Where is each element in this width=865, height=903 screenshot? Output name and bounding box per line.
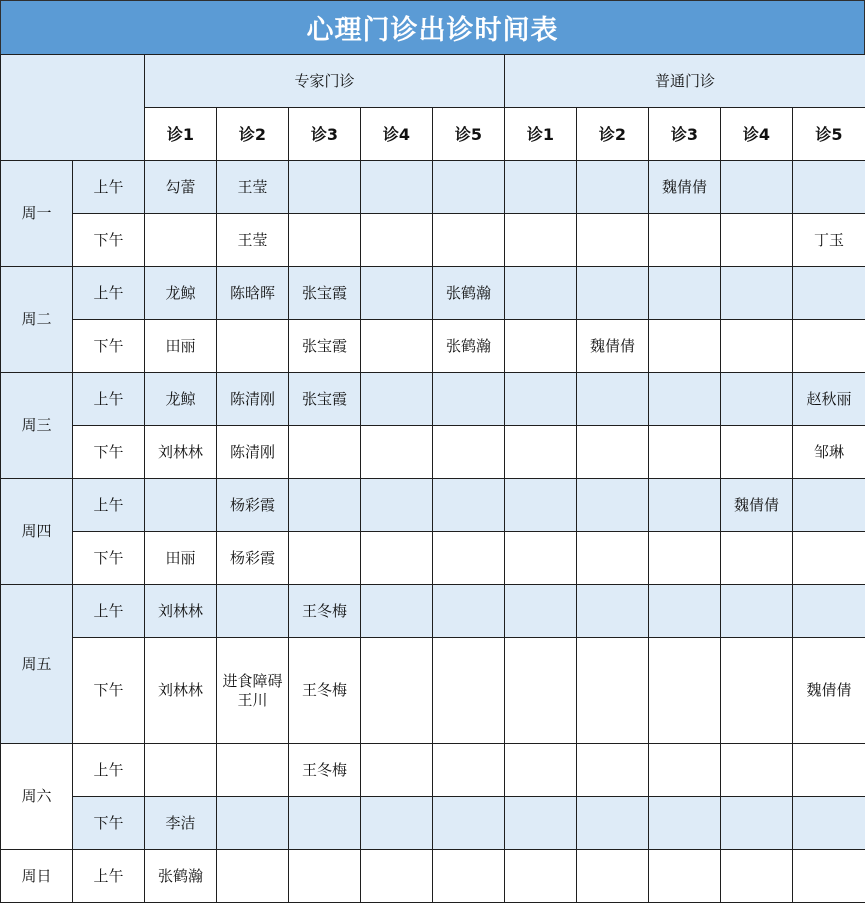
header-corner bbox=[1, 55, 145, 161]
doctor-cell: 王冬梅 bbox=[289, 638, 361, 744]
doctor-cell bbox=[649, 320, 721, 373]
clinic-header: 诊3 bbox=[289, 108, 361, 161]
doctor-cell: 张鹤瀚 bbox=[433, 267, 505, 320]
schedule-row bbox=[1, 585, 865, 638]
schedule-row bbox=[1, 850, 865, 903]
doctor-cell bbox=[577, 744, 649, 797]
doctor-cell bbox=[217, 797, 289, 850]
period-label: 上午 bbox=[73, 161, 145, 214]
schedule-table bbox=[0, 54, 865, 903]
doctor-cell bbox=[145, 744, 217, 797]
schedule-row bbox=[1, 373, 865, 426]
doctor-cell bbox=[433, 850, 505, 903]
doctor-cell bbox=[433, 373, 505, 426]
doctor-cell bbox=[289, 426, 361, 479]
doctor-cell bbox=[721, 161, 793, 214]
doctor-cell bbox=[361, 638, 433, 744]
schedule-row bbox=[1, 532, 865, 585]
doctor-cell bbox=[433, 585, 505, 638]
day-label: 周日 bbox=[1, 850, 73, 903]
doctor-cell: 赵秋丽 bbox=[793, 373, 865, 426]
doctor-cell bbox=[433, 426, 505, 479]
day-label: 周二 bbox=[1, 267, 73, 373]
doctor-cell bbox=[649, 850, 721, 903]
period-label: 下午 bbox=[73, 532, 145, 585]
doctor-cell bbox=[433, 638, 505, 744]
doctor-cell-line: 王川 bbox=[217, 691, 288, 710]
doctor-cell bbox=[577, 426, 649, 479]
schedule-row bbox=[1, 161, 865, 214]
doctor-cell: 李洁 bbox=[145, 797, 217, 850]
day-label: 周五 bbox=[1, 585, 73, 744]
doctor-cell bbox=[721, 532, 793, 585]
doctor-cell bbox=[433, 797, 505, 850]
clinic-header: 诊4 bbox=[361, 108, 433, 161]
doctor-cell bbox=[289, 214, 361, 267]
doctor-cell bbox=[577, 585, 649, 638]
doctor-cell bbox=[793, 532, 865, 585]
doctor-cell bbox=[649, 479, 721, 532]
period-label: 上午 bbox=[73, 850, 145, 903]
doctor-cell bbox=[577, 267, 649, 320]
doctor-cell bbox=[289, 797, 361, 850]
schedule-row bbox=[1, 320, 865, 373]
doctor-cell bbox=[577, 797, 649, 850]
doctor-cell bbox=[505, 373, 577, 426]
schedule-row bbox=[1, 214, 865, 267]
period-label: 下午 bbox=[73, 797, 145, 850]
doctor-cell bbox=[361, 797, 433, 850]
doctor-cell: 陈清刚 bbox=[217, 426, 289, 479]
doctor-cell bbox=[721, 585, 793, 638]
doctor-cell bbox=[577, 532, 649, 585]
doctor-cell: 邹琳 bbox=[793, 426, 865, 479]
doctor-cell bbox=[361, 320, 433, 373]
doctor-cell bbox=[361, 214, 433, 267]
doctor-cell bbox=[721, 214, 793, 267]
doctor-cell bbox=[361, 479, 433, 532]
doctor-cell bbox=[721, 267, 793, 320]
day-label: 周一 bbox=[1, 161, 73, 267]
clinic-header: 诊2 bbox=[577, 108, 649, 161]
doctor-cell bbox=[505, 267, 577, 320]
doctor-cell: 刘林林 bbox=[145, 638, 217, 744]
doctor-cell bbox=[361, 585, 433, 638]
doctor-cell: 张鹤瀚 bbox=[145, 850, 217, 903]
doctor-cell: 龙鲸 bbox=[145, 267, 217, 320]
doctor-cell bbox=[793, 850, 865, 903]
doctor-cell: 陈晗晖 bbox=[217, 267, 289, 320]
doctor-cell bbox=[793, 479, 865, 532]
header-group-row bbox=[1, 55, 865, 108]
period-label: 下午 bbox=[73, 638, 145, 744]
schedule-row bbox=[1, 426, 865, 479]
doctor-cell bbox=[721, 320, 793, 373]
doctor-cell bbox=[649, 797, 721, 850]
clinic-header: 诊4 bbox=[721, 108, 793, 161]
doctor-cell bbox=[649, 214, 721, 267]
period-label: 上午 bbox=[73, 267, 145, 320]
doctor-cell bbox=[649, 585, 721, 638]
doctor-cell: 王冬梅 bbox=[289, 585, 361, 638]
clinic-header: 诊3 bbox=[649, 108, 721, 161]
doctor-cell bbox=[649, 267, 721, 320]
day-label: 周三 bbox=[1, 373, 73, 479]
doctor-cell bbox=[217, 638, 289, 744]
doctor-cell bbox=[505, 850, 577, 903]
schedule-row bbox=[1, 744, 865, 797]
doctor-cell: 杨彩霞 bbox=[217, 532, 289, 585]
doctor-cell bbox=[721, 638, 793, 744]
doctor-cell bbox=[361, 267, 433, 320]
clinic-header: 诊5 bbox=[793, 108, 865, 161]
schedule-row bbox=[1, 638, 865, 744]
doctor-cell-line: 进食障碍 bbox=[217, 672, 288, 691]
doctor-cell bbox=[793, 320, 865, 373]
doctor-cell bbox=[361, 850, 433, 903]
doctor-cell: 丁玉 bbox=[793, 214, 865, 267]
doctor-cell bbox=[577, 479, 649, 532]
period-label: 下午 bbox=[73, 320, 145, 373]
doctor-cell bbox=[649, 373, 721, 426]
doctor-cell bbox=[217, 320, 289, 373]
doctor-cell bbox=[793, 267, 865, 320]
doctor-cell bbox=[289, 161, 361, 214]
doctor-cell bbox=[145, 479, 217, 532]
doctor-cell: 王莹 bbox=[217, 161, 289, 214]
doctor-cell: 田丽 bbox=[145, 320, 217, 373]
period-label: 上午 bbox=[73, 744, 145, 797]
doctor-cell: 王冬梅 bbox=[289, 744, 361, 797]
doctor-cell bbox=[217, 744, 289, 797]
doctor-cell bbox=[145, 214, 217, 267]
schedule-row bbox=[1, 797, 865, 850]
period-label: 上午 bbox=[73, 373, 145, 426]
doctor-cell: 王莹 bbox=[217, 214, 289, 267]
doctor-cell: 刘林林 bbox=[145, 426, 217, 479]
doctor-cell bbox=[505, 479, 577, 532]
period-label: 上午 bbox=[73, 585, 145, 638]
doctor-cell: 张宝霞 bbox=[289, 373, 361, 426]
doctor-cell bbox=[577, 638, 649, 744]
doctor-cell: 刘林林 bbox=[145, 585, 217, 638]
doctor-cell bbox=[721, 797, 793, 850]
period-label: 下午 bbox=[73, 214, 145, 267]
page-title: 心理门诊出诊时间表 bbox=[0, 0, 865, 54]
doctor-cell bbox=[577, 850, 649, 903]
doctor-cell bbox=[217, 850, 289, 903]
doctor-cell bbox=[649, 532, 721, 585]
doctor-cell bbox=[793, 744, 865, 797]
doctor-cell bbox=[649, 638, 721, 744]
doctor-cell bbox=[289, 850, 361, 903]
doctor-cell bbox=[505, 320, 577, 373]
doctor-cell bbox=[649, 426, 721, 479]
doctor-cell bbox=[721, 850, 793, 903]
clinic-header: 诊5 bbox=[433, 108, 505, 161]
clinic-header: 诊2 bbox=[217, 108, 289, 161]
doctor-cell bbox=[361, 373, 433, 426]
doctor-cell bbox=[577, 161, 649, 214]
doctor-cell bbox=[361, 532, 433, 585]
doctor-cell: 龙鲸 bbox=[145, 373, 217, 426]
doctor-cell bbox=[721, 744, 793, 797]
doctor-cell: 田丽 bbox=[145, 532, 217, 585]
general-clinic-header: 普通门诊 bbox=[505, 55, 865, 108]
doctor-cell bbox=[505, 797, 577, 850]
doctor-cell bbox=[577, 373, 649, 426]
doctor-cell bbox=[505, 161, 577, 214]
doctor-cell bbox=[361, 426, 433, 479]
doctor-cell bbox=[433, 214, 505, 267]
doctor-cell: 杨彩霞 bbox=[217, 479, 289, 532]
doctor-cell bbox=[793, 161, 865, 214]
period-label: 上午 bbox=[73, 479, 145, 532]
doctor-cell bbox=[433, 161, 505, 214]
doctor-cell bbox=[793, 797, 865, 850]
doctor-cell: 陈清刚 bbox=[217, 373, 289, 426]
doctor-cell bbox=[649, 744, 721, 797]
schedule-row bbox=[1, 267, 865, 320]
doctor-cell bbox=[289, 479, 361, 532]
doctor-cell: 魏倩倩 bbox=[793, 638, 865, 744]
doctor-cell: 魏倩倩 bbox=[577, 320, 649, 373]
doctor-cell bbox=[361, 161, 433, 214]
doctor-cell bbox=[289, 532, 361, 585]
expert-clinic-header: 专家门诊 bbox=[145, 55, 505, 108]
doctor-cell bbox=[217, 585, 289, 638]
doctor-cell bbox=[793, 585, 865, 638]
doctor-cell: 张鹤瀚 bbox=[433, 320, 505, 373]
clinic-header: 诊1 bbox=[505, 108, 577, 161]
doctor-cell bbox=[361, 744, 433, 797]
doctor-cell bbox=[721, 426, 793, 479]
doctor-cell bbox=[505, 532, 577, 585]
day-label: 周六 bbox=[1, 744, 73, 850]
day-label: 周四 bbox=[1, 479, 73, 585]
doctor-cell: 张宝霞 bbox=[289, 267, 361, 320]
doctor-cell bbox=[433, 479, 505, 532]
doctor-cell: 魏倩倩 bbox=[721, 479, 793, 532]
clinic-header: 诊1 bbox=[145, 108, 217, 161]
doctor-cell: 勾蕾 bbox=[145, 161, 217, 214]
doctor-cell bbox=[505, 214, 577, 267]
period-label: 下午 bbox=[73, 426, 145, 479]
doctor-cell: 魏倩倩 bbox=[649, 161, 721, 214]
doctor-cell bbox=[505, 638, 577, 744]
doctor-cell bbox=[505, 585, 577, 638]
doctor-cell: 张宝霞 bbox=[289, 320, 361, 373]
doctor-cell bbox=[433, 532, 505, 585]
schedule-row bbox=[1, 479, 865, 532]
doctor-cell bbox=[505, 426, 577, 479]
doctor-cell bbox=[721, 373, 793, 426]
doctor-cell bbox=[577, 214, 649, 267]
doctor-cell bbox=[433, 744, 505, 797]
doctor-cell bbox=[505, 744, 577, 797]
